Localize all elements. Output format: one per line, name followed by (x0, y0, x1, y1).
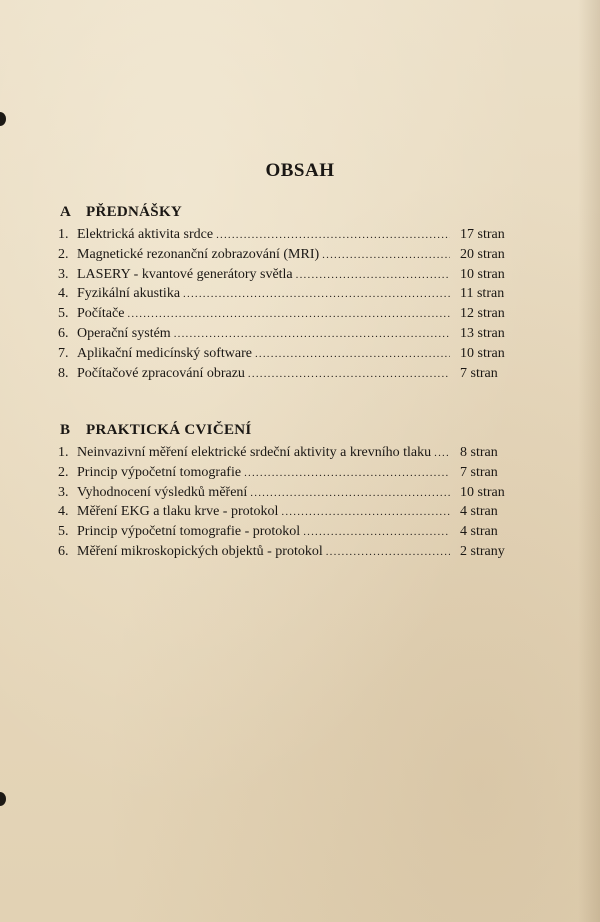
toc-entry-title: Fyzikální akustika (77, 286, 181, 302)
toc-entry (58, 443, 518, 463)
toc-entry-number: 1. (58, 227, 69, 242)
toc-entry (58, 344, 518, 364)
toc-entry-pages: 20 stran (460, 246, 505, 262)
toc-entry (58, 463, 518, 483)
toc-entry-number: 2. (58, 464, 69, 480)
section-b-title: PRAKTICKÁ CVIČENÍ (86, 422, 252, 438)
toc-entry-number: 4. (58, 504, 69, 520)
toc-dot-leader (183, 285, 450, 305)
toc-entry-title: Počítačové zpracování obrazu (77, 365, 245, 381)
page-title: OBSAH (265, 160, 335, 181)
toc-entry-title: Elektrická aktivita srdce (77, 227, 214, 242)
toc-entry (58, 542, 518, 562)
toc-dot-leader (244, 464, 450, 484)
toc-dot-leader (127, 305, 450, 325)
toc-entry-number: 3. (58, 266, 69, 282)
toc-dot-leader (216, 226, 450, 246)
toc-entry (58, 364, 518, 384)
toc-entry-number: 5. (58, 524, 69, 540)
toc-entry-pages: 2 strany (460, 543, 505, 559)
toc-entry-number: 7. (58, 345, 69, 361)
toc-entry-title: Neinvazivní měření elektrické srdeční aktivity a krevního tlaku (77, 445, 432, 460)
toc-entry (58, 304, 518, 324)
toc-entry-title: Magnetické rezonanční zobrazování (MRI) (77, 246, 320, 262)
toc-entry-title: Měření mikroskopických objektů - protokol (77, 543, 323, 559)
toc-dot-leader (303, 523, 450, 543)
toc-entry (58, 225, 518, 245)
toc-entry (58, 265, 518, 285)
toc-dot-leader (281, 503, 450, 523)
toc-entry-pages: 12 stran (460, 306, 505, 322)
section-b-heading (60, 422, 252, 439)
toc-entry-title: LASERY - kvantové generátory světla (77, 266, 293, 282)
punch-hole-top (0, 112, 6, 126)
toc-entry (58, 502, 518, 522)
toc-entry-title: Měření EKG a tlaku krve - protokol (77, 504, 279, 520)
toc-dot-leader (174, 325, 450, 345)
toc-entry-pages: 4 stran (460, 524, 498, 540)
toc-dot-leader (326, 543, 450, 563)
toc-dot-leader (296, 266, 450, 286)
toc-entry-number: 8. (58, 365, 69, 381)
toc-dot-leader (434, 444, 450, 464)
toc-entry (58, 284, 518, 304)
toc-entry (58, 245, 518, 265)
toc-entry-pages: 4 stran (460, 504, 498, 520)
toc-entry-pages: 10 stran (460, 484, 505, 500)
toc-entry (58, 483, 518, 503)
toc-entry-number: 6. (58, 325, 69, 341)
toc-entry-number: 5. (58, 306, 69, 322)
toc-entry-number: 4. (58, 286, 69, 302)
section-a-letter: A (60, 204, 72, 220)
section-a-list (58, 225, 518, 383)
toc-entry-pages: 10 stran (460, 345, 505, 361)
toc-entry-number: 2. (58, 246, 69, 262)
toc-dot-leader (250, 484, 450, 504)
toc-entry-number: 1. (58, 445, 69, 460)
toc-dot-leader (322, 246, 450, 266)
toc-entry-pages: 7 stran (460, 464, 498, 480)
section-b-list (58, 443, 518, 562)
toc-entry-pages: 11 stran (460, 286, 505, 302)
toc-entry-pages: 7 stran (460, 365, 498, 381)
toc-entry-pages: 13 stran (460, 325, 505, 341)
toc-entry-pages: 8 stran (460, 445, 498, 460)
toc-entry-title: Počítače (77, 306, 125, 322)
toc-entry-pages: 10 stran (460, 266, 505, 282)
toc-entry-number: 6. (58, 543, 69, 559)
toc-entry-title: Princip výpočetní tomografie (77, 464, 242, 480)
page-edge-shadow (578, 0, 600, 922)
section-b-letter: B (60, 422, 71, 438)
section-a-title: PŘEDNÁŠKY (86, 204, 183, 220)
section-a-heading (60, 204, 182, 221)
toc-entry-title: Operační systém (77, 325, 171, 341)
toc-dot-leader (248, 365, 450, 385)
toc-dot-leader (255, 345, 450, 365)
toc-entry-pages: 17 stran (460, 227, 505, 242)
toc-entry-title: Aplikační medicínský software (77, 345, 252, 361)
toc-entry (58, 324, 518, 344)
punch-hole-bottom (0, 792, 6, 806)
toc-entry-title: Princip výpočetní tomografie - protokol (77, 524, 301, 540)
toc-entry-number: 3. (58, 484, 69, 500)
toc-entry-title: Vyhodnocení výsledků měření (77, 484, 248, 500)
toc-entry (58, 522, 518, 542)
